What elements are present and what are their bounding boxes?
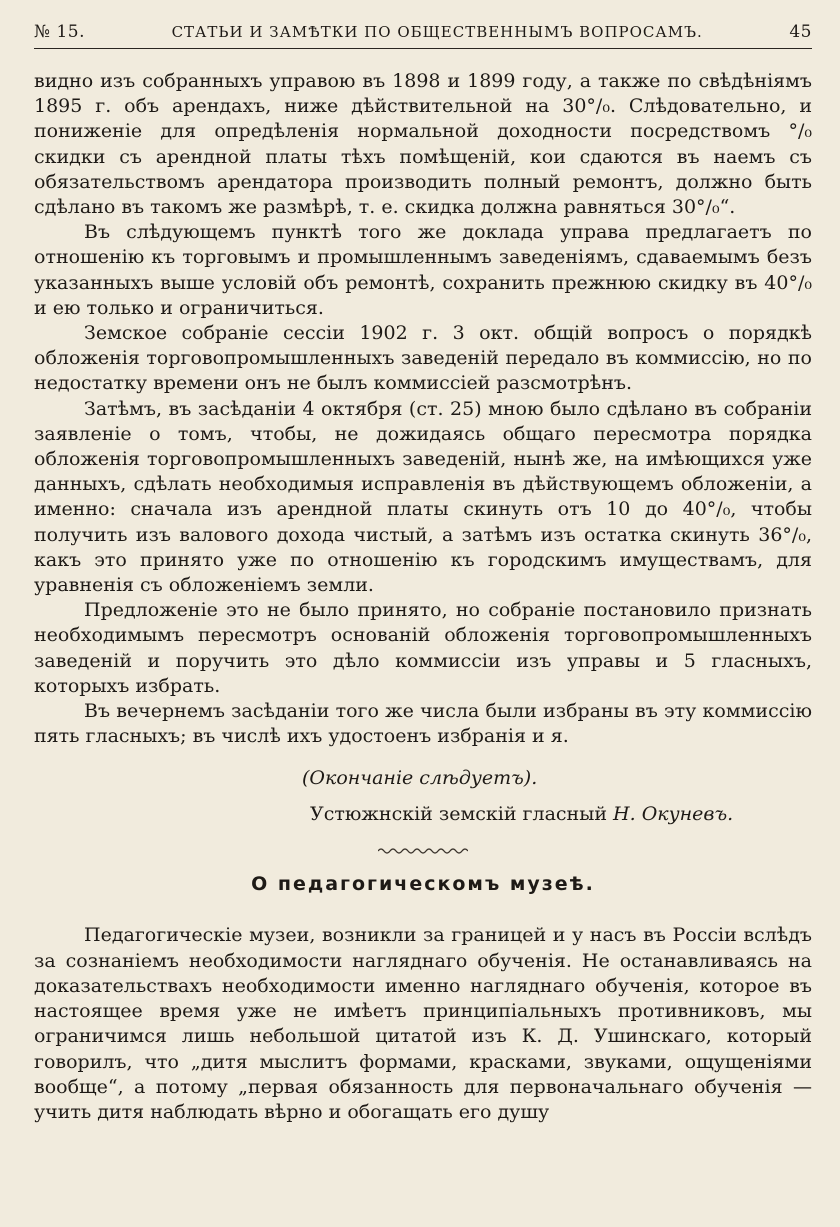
paragraph: видно изъ собранныхъ управою въ 1898 и 1899 году, а также по свѣдѣніямъ 1895 г. объ арендахъ, ниже дѣйствительной на 30°/₀. Слѣдовательно, и пониженіе для опредѣленія нормальной доходности посредствомъ °/₀ скидки съ арендной платы тѣхъ помѣщеній, кои сдаются въ наемъ съ обязательствомъ арендатора производить полный ремонтъ, должно быть сдѣлано въ такомъ же размѣрѣ, т. е. скидка должна равняться 30°/₀“.	[34, 70, 812, 219]
author-name: Н. Окуневъ.	[613, 803, 734, 826]
paragraph: Въ слѣдующемъ пунктѣ того же доклада управа предлагаетъ по отношенію къ торговымъ и промышленнымъ заведеніямъ, сдаваемымъ безъ указанныхъ выше условій объ ремонтѣ, сохранить прежнюю скидку въ 40°/₀ и ею только и ограничиться.	[34, 221, 812, 319]
page-number: 45	[789, 22, 812, 42]
paragraph: Затѣмъ, въ засѣданіи 4 октября (ст. 25) мною было сдѣлано въ собраніи заявленіе о томъ, чтобы, не дожидаясь общаго пересмотра порядка обложенія торговопромышленныхъ заведеній, нынѣ же, на имѣющихся уже данныхъ, сдѣлать необходимыя исправленія въ дѣйствующемъ обложеніи, а именно: сначала изъ арендной платы скинуть отъ 10 до 40°/₀, чтобы получить изъ валового дохода чистый, а затѣмъ изъ остатка скинуть 36°/₀, какъ это принято уже по отношенію къ городскимъ имуществамъ, для уравненія съ обложеніемъ земли.	[34, 397, 812, 597]
author-role: Устюжнскій земскій гласный	[310, 803, 607, 826]
author-signature	[34, 803, 812, 825]
article-body	[34, 69, 812, 749]
continuation-note: (Окончаніе слѣдуетъ).	[302, 767, 538, 790]
paragraph: Предложеніе это не было принято, но собраніе постановило признать необходимымъ пересмотръ основаній обложенія торговопромышленныхъ заведеній и поручить это дѣло коммиссіи изъ управы и 5 гласныхъ, которыхъ избрать.	[34, 599, 812, 697]
wavy-divider	[378, 847, 468, 855]
running-header	[34, 22, 812, 49]
issue-number: № 15.	[34, 22, 86, 42]
paragraph: Въ вечернемъ засѣданіи того же числа были избраны въ эту коммиссію пять гласныхъ; въ числѣ ихъ удостоенъ избранія и я.	[34, 700, 812, 748]
section-heading: О педагогическомъ музеѣ.	[251, 873, 595, 896]
section-body	[34, 923, 812, 1125]
running-title: СТАТЬИ И ЗАМѢТКИ ПО ОБЩЕСТВЕННЫМЪ ВОПРОСАМЪ.	[171, 23, 703, 41]
paragraph: Педагогическіе музеи, возникли за границей и у насъ въ Россіи вслѣдъ за сознаніемъ необходимости нагляднаго обученія. Не останавливаясь на доказательствахъ необходимости именно нагляднаго обученія, которое въ настоящее время уже не имѣетъ принципіальныхъ противниковъ, мы ограничимся лишь небольшой цитатой изъ К. Д. Ушинскаго, который говорилъ, что „дитя мыслитъ формами, красками, звуками, ощущеніями вообще“, а потому „первая обязанность для первоначальнаго обученія — учить дитя наблюдать вѣрно и обогащать его душу	[34, 924, 812, 1123]
paragraph: Земское собраніе сессіи 1902 г. 3 окт. общій вопросъ о порядкѣ обложенія торговопромышленныхъ заведеній передало въ коммиссію, но по недостатку времени онъ не былъ коммиссіей разсмотрѣнъ.	[34, 322, 812, 395]
